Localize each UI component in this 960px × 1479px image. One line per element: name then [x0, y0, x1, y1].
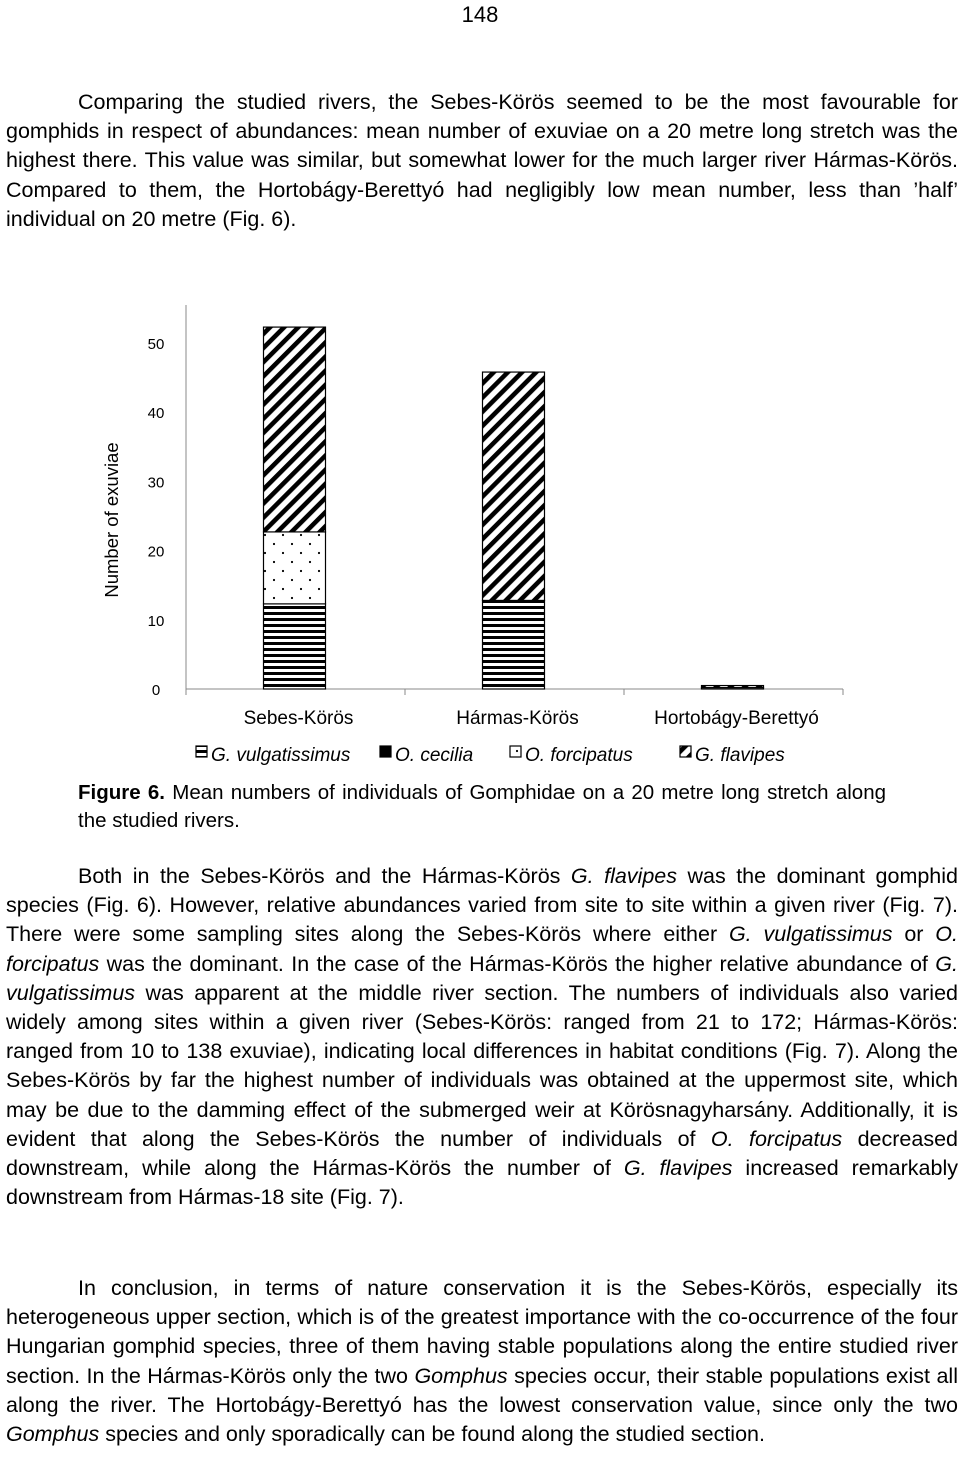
species-name: G. flavipes: [623, 1156, 733, 1181]
legend-swatch: [680, 746, 691, 757]
y-tick-labels: [148, 336, 165, 699]
page-number: 148: [461, 2, 499, 27]
species-name: Gomphus: [414, 1363, 508, 1388]
paragraph-intro-text: Comparing the studied rivers, the Sebes-Körös seemed to be the most favourable for gomphids in respect of abundances: mean number of exuviae on a 20 metre long stretch was the highest there. This value was similar, but somewhat lower for the much larger river Hármas-Körös. Compared to them, the Hortobágy-Berettyó had negligibly low mean number, less than ’half’ individual on 20 metre (Fig. 6).: [6, 90, 958, 231]
species-name: G. vulgatissimus: [6, 951, 958, 1005]
species-name: Gomphus: [6, 1422, 100, 1447]
legend-label: G. vulgatissimus: [211, 745, 351, 766]
text-run: was the dominant gomphid species (Fig. 6). However, relative abundances varied from site to site within a given river (Fig. 7). There were some sampling sites along the Sebes-Körös where either: [6, 864, 958, 947]
y-tick-label: 40: [147, 405, 165, 423]
figure-caption: [78, 779, 886, 835]
species-name: G. flavipes: [570, 864, 677, 888]
text-run: was the dominant. In the case of the Hármas-Körös the higher relative abundance of: [99, 951, 936, 976]
x-category-label: Hármas-Körös: [456, 708, 579, 729]
x-category-label: Sebes-Körös: [243, 708, 354, 729]
paragraph-conclusion: [6, 1274, 958, 1449]
legend-swatch: [510, 746, 521, 757]
text-run: or: [892, 922, 936, 947]
text-run: increased remarkably downstream from Hármas-18 site (Fig. 7).: [6, 1156, 958, 1210]
figure-label: Figure 6.: [78, 781, 165, 804]
bar-segment-diagonal-lines: [702, 686, 764, 688]
chart-bars: [264, 327, 764, 689]
x-category-label: Hortobágy-Berettyó: [654, 708, 819, 729]
bar-segment-diagonal-lines: [483, 372, 545, 600]
y-tick-label: 30: [147, 474, 165, 492]
text-run: species occur, their stable populations exist all along the river. The Hortobágy-Berettyó has the lowest conservation value, since only the two: [6, 1363, 958, 1417]
y-tick-label: 10: [147, 612, 165, 630]
legend-label: O. cecilia: [395, 745, 474, 766]
text-run: Both in the Sebes-Körös and the Hármas-Körös: [78, 864, 571, 888]
species-name: O. forcipatus: [6, 922, 958, 976]
text-run: species and only sporadically can be found along the studied section.: [99, 1422, 765, 1447]
y-tick-label: 20: [147, 543, 165, 561]
legend-label: G. flavipes: [695, 745, 785, 766]
legend-swatch: [196, 746, 207, 757]
species-name: G. vulgatissimus: [728, 922, 893, 947]
x-category-labels: [244, 708, 819, 729]
legend-label: O. forcipatus: [525, 745, 633, 766]
y-axis-title: Number of exuviae: [101, 442, 122, 598]
bar-segment-diagonal-lines: [264, 327, 326, 532]
text-run: decreased downstream, while along the Hármas-Körös the number of: [6, 1126, 958, 1181]
figure-caption-text: Mean numbers of individuals of Gomphidae on a 20 metre long stretch along the studied rivers.: [78, 781, 886, 832]
bar-segment-horizontal-lines: [483, 600, 545, 689]
bar-segment-dots: [264, 532, 326, 604]
text-run: In conclusion, in terms of nature conservation it is the Sebes-Körös, especially its heterogeneous upper section, which is of the greatest importance with the co-occurrence of the four Hungarian gomphid species, three of them having stable populations along the entire studied river section. In the Hármas-Körös only the two: [6, 1276, 958, 1388]
chart-legend: [196, 745, 785, 766]
species-name: O. forcipatus: [710, 1126, 843, 1151]
text-run: was apparent at the middle river section. The numbers of individuals also varied widely among sites within a given river (Sebes-Körös: ranged from 21 to 172; Hármas-Körös: ranged from 10 to 138 exuviae), indicating local differences in habitat conditions (Fig. 7). Along the Sebes-Körös by far the highest number of individuals was obtained at the uppermost site, which may be due to the damming effect of the submerged weir at Körösnagyharsány. Additionally, it is evident that along the Sebes-Körös the number of individuals of: [6, 980, 958, 1151]
y-tick-label: 0: [151, 682, 161, 699]
y-tick-label: 50: [147, 336, 165, 353]
legend-swatch: [380, 746, 391, 757]
bar-segment-horizontal-lines: [264, 604, 326, 689]
paragraph-dominance: [6, 862, 958, 1212]
